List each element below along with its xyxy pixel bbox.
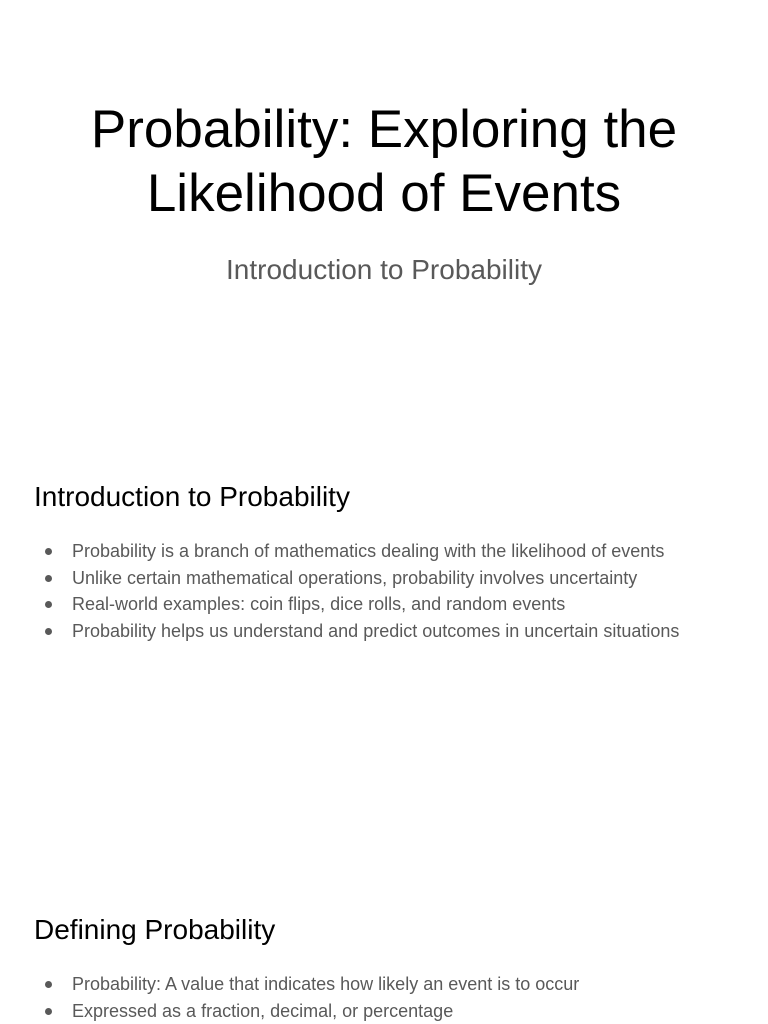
bullet-text: Expressed as a fraction, decimal, or percentage xyxy=(72,1000,454,1021)
title-line-2: Likelihood of Events xyxy=(146,164,622,223)
list-item xyxy=(34,565,734,592)
bullet-icon xyxy=(45,575,52,582)
bullet-text: Probability helps us understand and predict outcomes in uncertain situations xyxy=(72,621,680,642)
bullet-icon xyxy=(45,1008,52,1015)
bullet-icon xyxy=(45,548,52,555)
list-item xyxy=(34,618,734,645)
bullet-list xyxy=(34,971,734,1024)
section-heading: Defining Probability xyxy=(34,914,276,945)
list-item xyxy=(34,971,734,998)
presentation-subtitle: Introduction to Probability xyxy=(226,254,542,285)
bullet-icon xyxy=(45,601,52,608)
bullet-text: Unlike certain mathematical operations, probability involves uncertainty xyxy=(72,567,638,588)
section-defining-probability xyxy=(34,913,734,1024)
presentation-title xyxy=(0,98,768,226)
bullet-icon xyxy=(45,628,52,635)
list-item xyxy=(34,998,734,1024)
bullet-text: Probability: A value that indicates how likely an event is to occur xyxy=(72,974,580,994)
title-line-1: Probability: Exploring the xyxy=(90,100,678,159)
bullet-text: Real-world examples: coin flips, dice rolls, and random events xyxy=(72,594,566,615)
list-item xyxy=(34,591,734,618)
list-item xyxy=(34,538,734,565)
bullet-text: Probability is a branch of mathematics dealing with the likelihood of events xyxy=(72,541,665,561)
title-slide xyxy=(0,98,768,287)
bullet-list xyxy=(34,538,734,645)
bullet-icon xyxy=(45,981,52,988)
section-introduction xyxy=(34,480,734,645)
section-heading: Introduction to Probability xyxy=(34,481,350,512)
